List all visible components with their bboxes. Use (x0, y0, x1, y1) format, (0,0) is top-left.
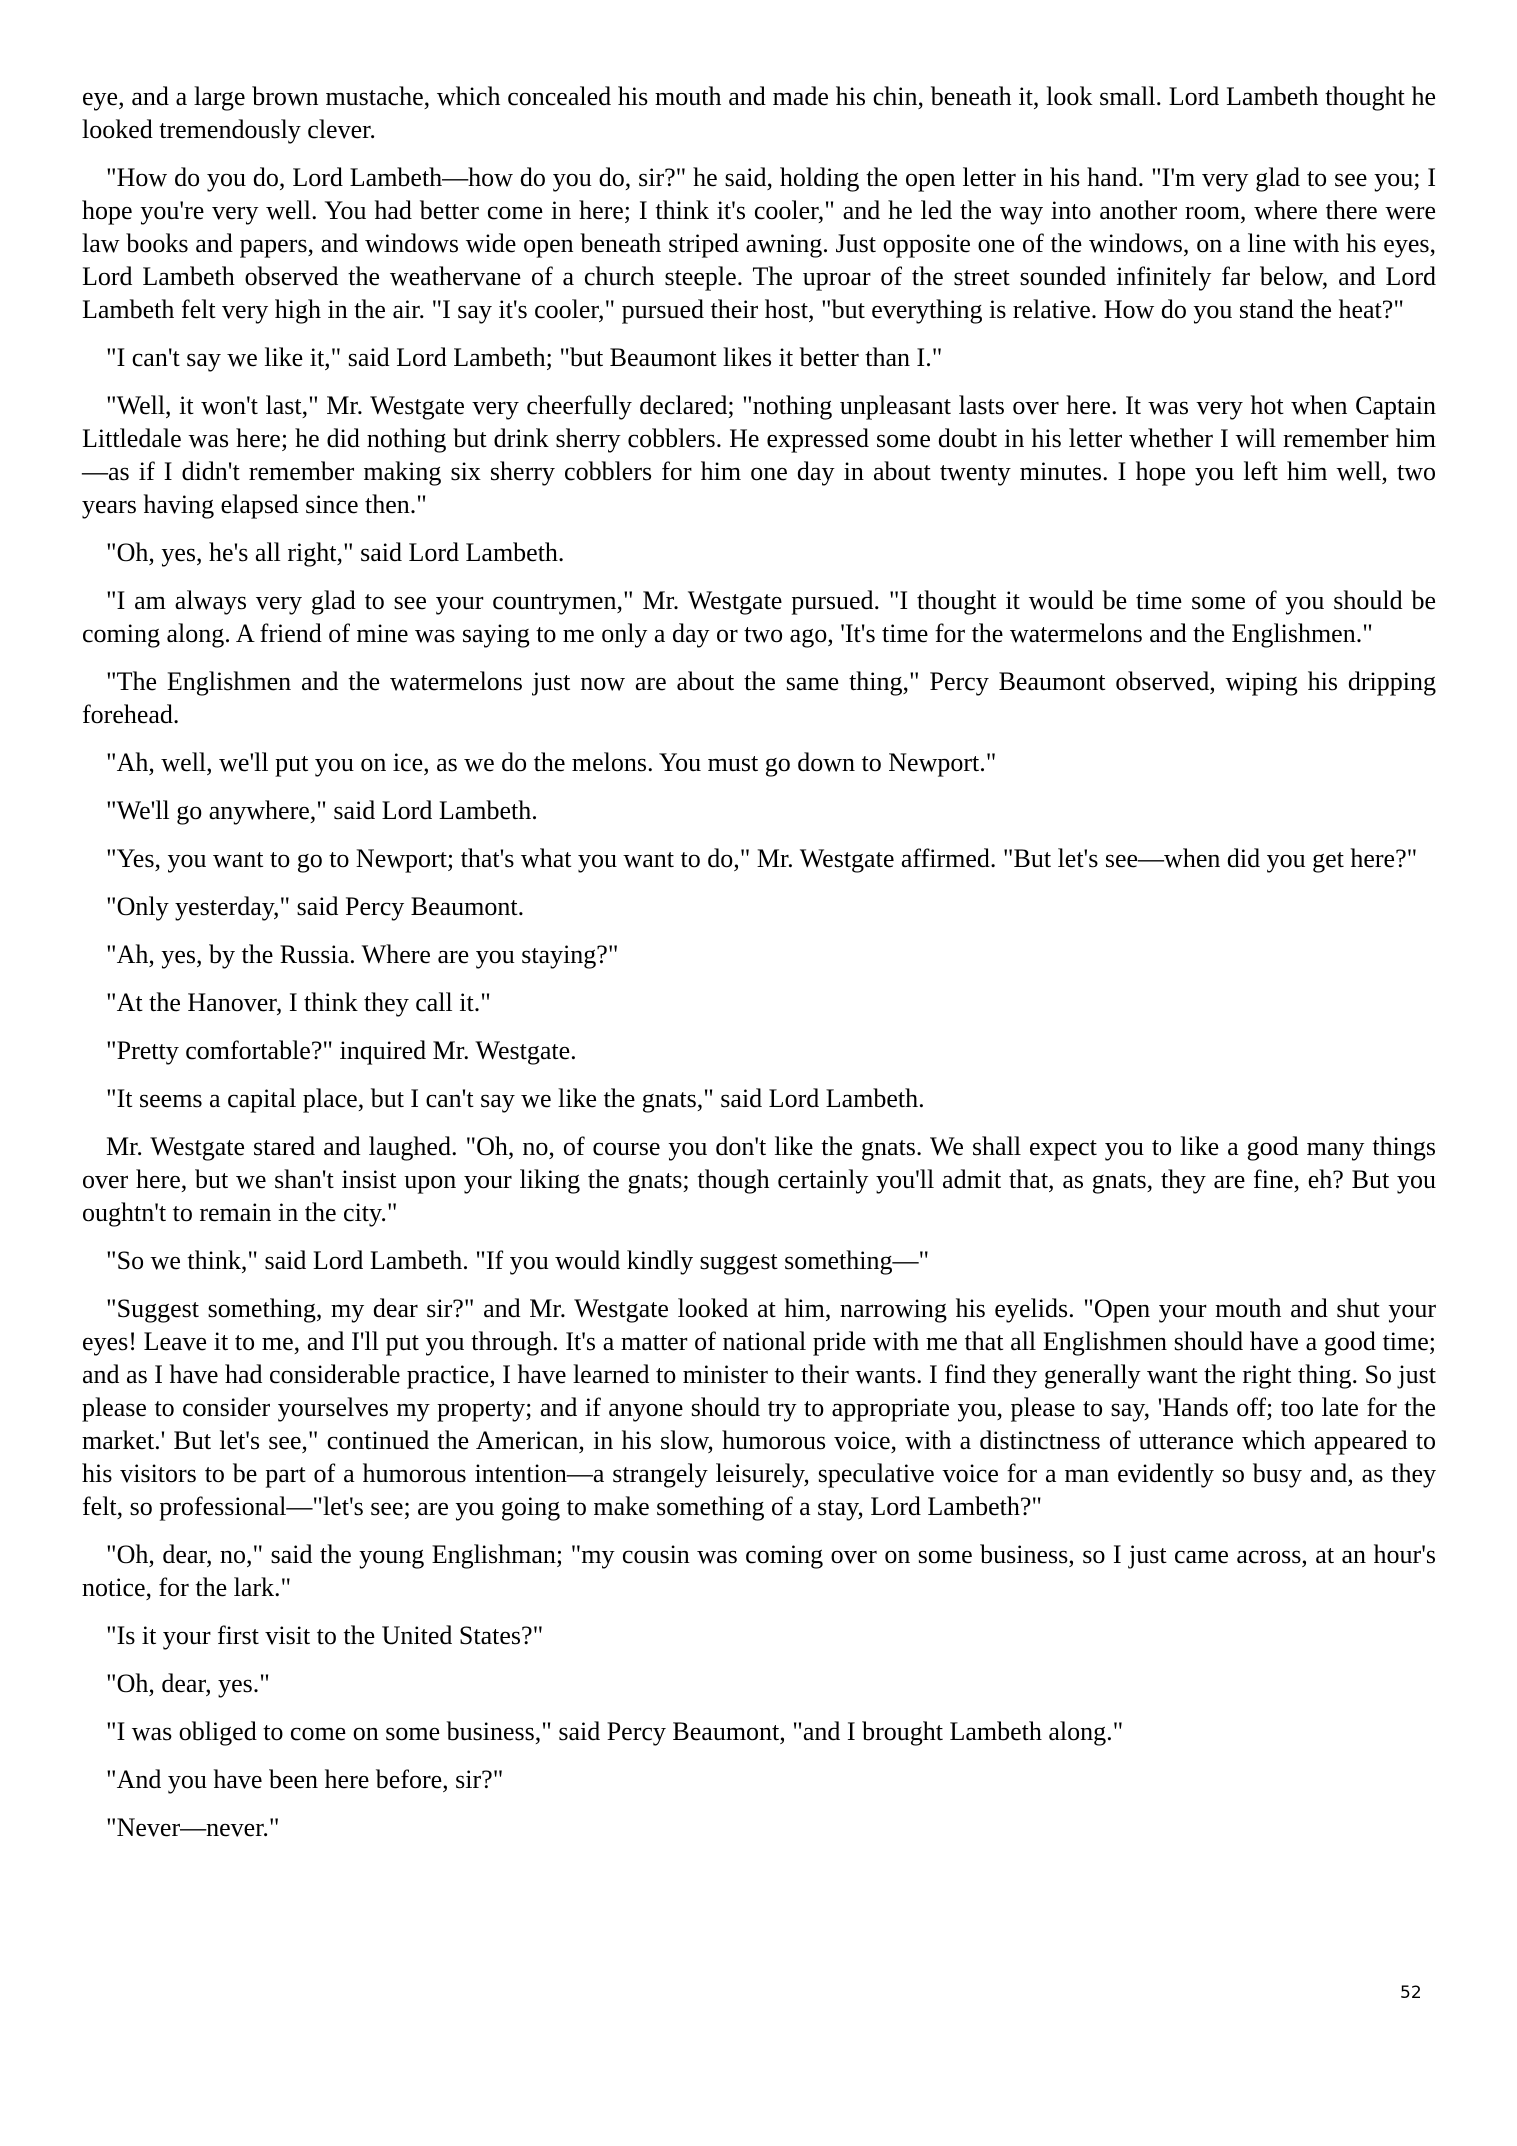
paragraph: "Ah, well, we'll put you on ice, as we do the melons. You must go down to Newport." (106, 748, 997, 777)
paragraph: "Suggest something, my dear sir?" and Mr. Westgate looked at him, narrowing his eyelids. "Open your mouth and shut your eyes! Leave it to me, and I'll put you through. It's a matter of national pride with me that all Englishmen should have a good time; and as I have had considerable practice, I have learned to minister to their wants. I find they generally want the right thing. So just please to consider yourselves my property; and if anyone should try to appropriate you, please to say, 'Hands off; too late for the market.' But let's see," continued the American, in his slow, humorous voice, with a distinctness of utterance which appeared to his visitors to be part of a humorous intention—a strangely leisurely, speculative voice for a man evidently so busy and, as they felt, so professional—"let's see; are you going to make something of a stay, Lord Lambeth?" (82, 1294, 1436, 1521)
paragraph: "Oh, yes, he's all right," said Lord Lambeth. (106, 538, 565, 567)
paragraph: "Only yesterday," said Percy Beaumont. (106, 892, 525, 921)
page-body (82, 80, 1436, 1859)
paragraph: "I can't say we like it," said Lord Lambeth; "but Beaumont likes it better than I." (106, 343, 943, 372)
paragraph: "How do you do, Lord Lambeth—how do you do, sir?" he said, holding the open letter in his hand. "I'm very glad to see you; I hope you're very well. You had better come in here; I think it's cooler," and he led the way into another room, where there were law books and papers, and windows wide open beneath striped awning. Just opposite one of the windows, on a line with his eyes, Lord Lambeth observed the weathervane of a church steeple. The uproar of the street sounded infinitely far below, and Lord Lambeth felt very high in the air. "I say it's cooler," pursued their host, "but everything is relative. How do you stand the heat?" (82, 163, 1436, 324)
paragraph: "Is it your first visit to the United States?" (106, 1621, 544, 1650)
paragraph: "Never—never." (106, 1813, 280, 1842)
paragraph: "Ah, yes, by the Russia. Where are you staying?" (106, 940, 619, 969)
paragraph: "So we think," said Lord Lambeth. "If you would kindly suggest something—" (106, 1246, 930, 1275)
paragraph: "I was obliged to come on some business," said Percy Beaumont, "and I brought Lambeth along." (106, 1717, 1124, 1746)
paragraph: "Oh, dear, yes." (106, 1669, 270, 1698)
paragraph: Mr. Westgate stared and laughed. "Oh, no, of course you don't like the gnats. We shall expect you to like a good many things over here, but we shan't insist upon your liking the gnats; though certainly you'll admit that, as gnats, they are fine, eh? But you oughtn't to remain in the city." (82, 1132, 1436, 1227)
paragraph: "And you have been here before, sir?" (106, 1765, 504, 1794)
page-number: 52 (1400, 1983, 1422, 2003)
paragraph: "I am always very glad to see your countrymen," Mr. Westgate pursued. "I thought it would be time some of you should be coming along. A friend of mine was saying to me only a day or two ago, 'It's time for the watermelons and the Englishmen." (82, 586, 1436, 648)
paragraph: eye, and a large brown mustache, which concealed his mouth and made his chin, beneath it, look small. Lord Lambeth thought he looked tremendously clever. (82, 82, 1436, 144)
paragraph: "Well, it won't last," Mr. Westgate very cheerfully declared; "nothing unpleasant lasts over here. It was very hot when Captain Littledale was here; he did nothing but drink sherry cobblers. He expressed some doubt in his letter whether I will remember him—as if I didn't remember making six sherry cobblers for him one day in about twenty minutes. I hope you left him well, two years having elapsed since then." (82, 391, 1436, 519)
paragraph: "It seems a capital place, but I can't say we like the gnats," said Lord Lambeth. (106, 1084, 925, 1113)
paragraph: "At the Hanover, I think they call it." (106, 988, 491, 1017)
paragraph: "Oh, dear, no," said the young Englishman; "my cousin was coming over on some business, so I just came across, at an hour's notice, for the lark." (82, 1540, 1436, 1602)
paragraph: "Pretty comfortable?" inquired Mr. Westgate. (106, 1036, 577, 1065)
paragraph: "We'll go anywhere," said Lord Lambeth. (106, 796, 538, 825)
paragraph: "Yes, you want to go to Newport; that's what you want to do," Mr. Westgate affirmed. "But let's see—when did you get here?" (106, 844, 1418, 873)
paragraph: "The Englishmen and the watermelons just now are about the same thing," Percy Beaumont observed, wiping his dripping forehead. (82, 667, 1436, 729)
